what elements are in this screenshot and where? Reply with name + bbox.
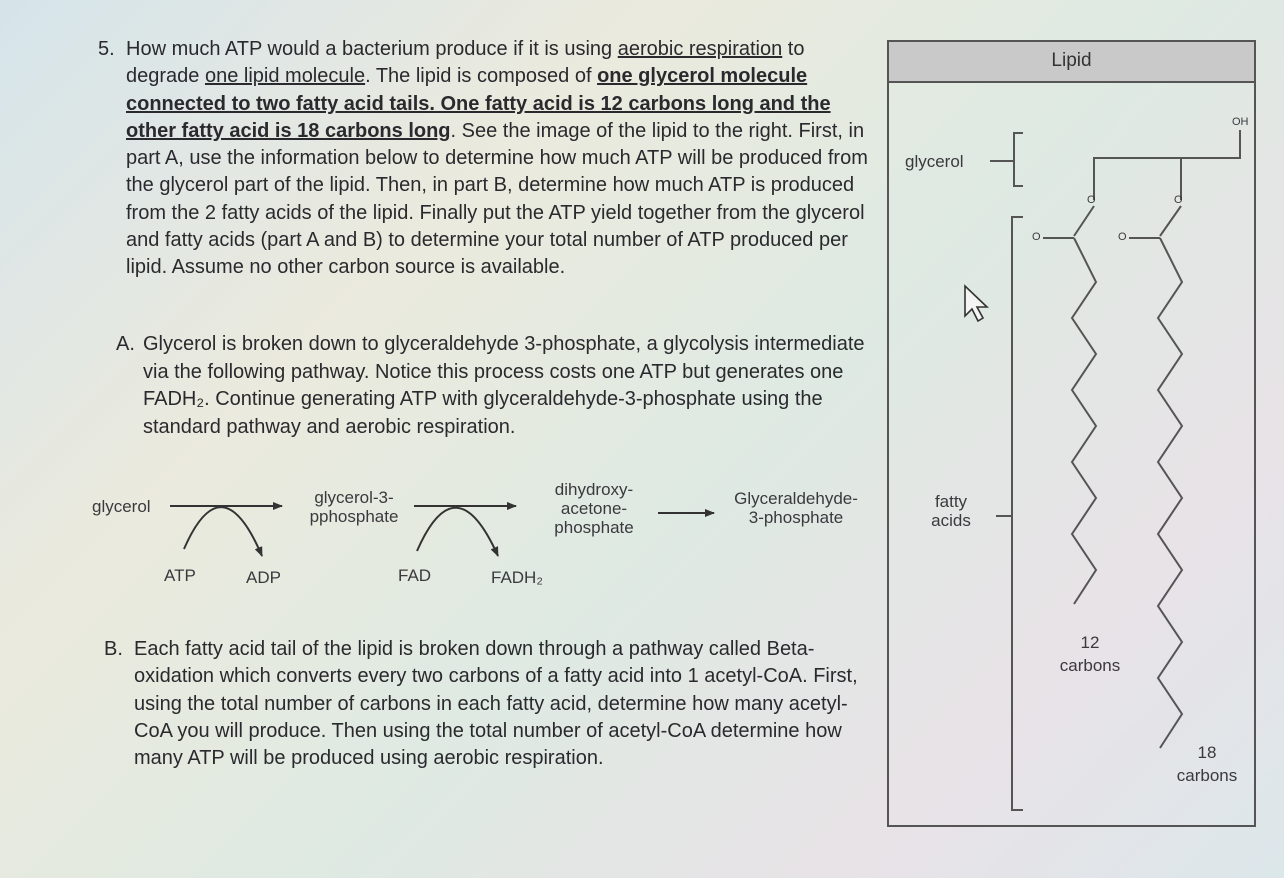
label-adp: ADP [246, 568, 281, 587]
part-a-lead: A. [116, 333, 135, 355]
label-atp: ATP [164, 566, 196, 585]
part-b-text: Each fatty acid tail of the lipid is broken down through a pathway called Beta-oxidation which converts every two carbons of a fatty acid into 1 acetyl-CoA. First, using the total number of carbons in each fatty acid, determine how many acetyl-CoA you will produce. Then using the total number of acetyl-CoA determine how many ATP will be produced using aerobic respiration. [134, 638, 858, 770]
o-single-18: O [1174, 194, 1183, 206]
dhap-line1: dihydroxy- [554, 480, 634, 499]
lipid-panel-title: Lipid [889, 42, 1254, 83]
q-seg-composition: one glycerol molecule connected to two fatty acid tails. One fatty acid is 12 carbons long and the other fatty acid is 18 carbons long [126, 65, 831, 142]
dhap-line2: acetone- [560, 499, 628, 518]
part-b-lead: B. [104, 638, 123, 660]
gald-line2: 3-phosphate [748, 508, 844, 527]
tail-12-num: 12 [1080, 633, 1100, 652]
o-double-12: O [1032, 231, 1041, 243]
o-double-18: O [1118, 231, 1127, 243]
q-seg-0: How much ATP would a bacterium produce if it is using [126, 38, 618, 60]
g3p-line1: glycerol-3- [314, 488, 394, 507]
label-fadh2: FADH₂ [491, 568, 543, 587]
gald-line1: Glyceraldehyde- [734, 489, 858, 508]
label-glycerol: glycerol [92, 497, 151, 516]
q-seg-one-lipid: one lipid molecule [204, 65, 366, 88]
q-seg-4: . The lipid is composed of [365, 65, 598, 88]
fatty-line2: acids [931, 511, 971, 530]
q-seg-6: . See the image of the lipid to the right. First, in part A, use the information below to determine how much ATP will be produced from the glycerol part of the lipid. Then, in part B, determine how much ATP is produced from the 2 fatty acids of the lipid. Finally put the ATP yield together from the glycerol and fatty acids (part A and B) to determine your total number of ATP produced per lipid. Assume no other carbon source is available. [126, 119, 868, 279]
tail-18-unit: carbons [1176, 766, 1238, 785]
part-a-text: Glycerol is broken down to glyceraldehyde 3-phosphate, a glycolysis intermediate via the following pathway. Notice this process costs one ATP but generates one FADH₂. Continue generating ATP with glyceraldehyde-3-phosphate using the standard pathway and aerobic respiration. [143, 333, 865, 438]
oh-label: OH [1232, 116, 1249, 128]
lipid-glycerol-label: glycerol [905, 152, 964, 171]
q-seg-aerobic: aerobic respiration [617, 38, 783, 60]
tail-18-num: 18 [1197, 743, 1217, 762]
label-fad: FAD [398, 566, 432, 585]
o-single-12: O [1087, 194, 1096, 206]
g3p-line2: pphosphate [309, 507, 399, 526]
q-seg-2: to degrade [126, 38, 805, 88]
tail-12-unit: carbons [1059, 656, 1121, 675]
fatty-line1: fatty [934, 492, 968, 511]
question-number: 5. [98, 38, 115, 60]
dhap-line3: phosphate [554, 518, 634, 537]
